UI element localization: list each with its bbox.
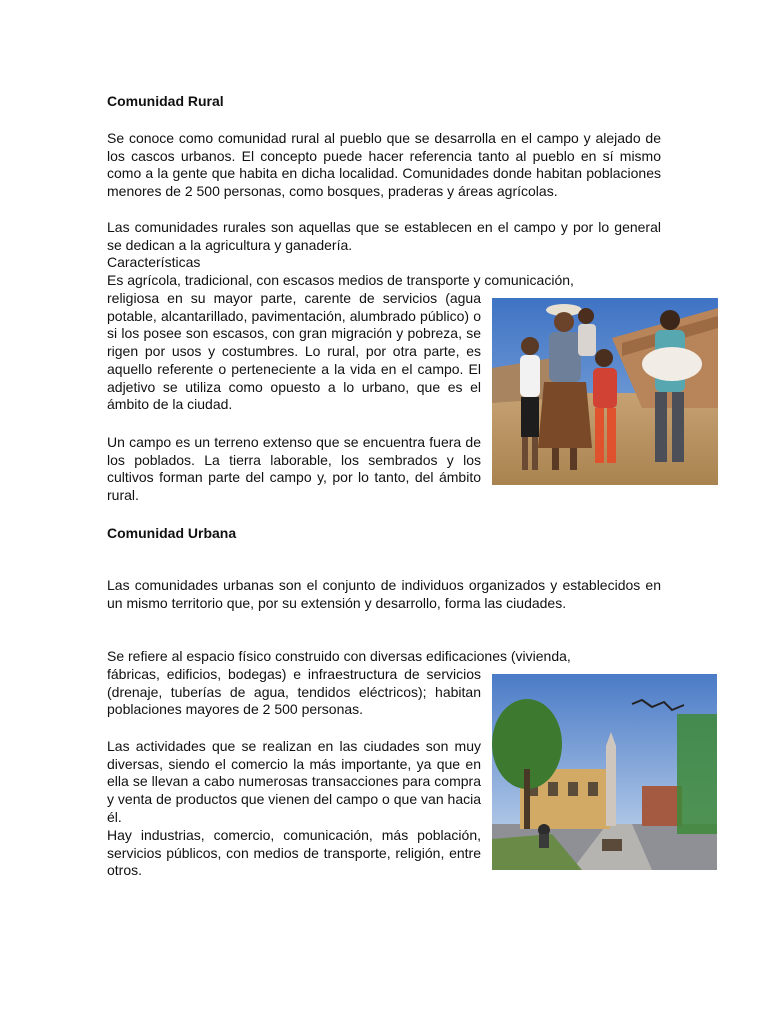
rural-paragraph-4: Un campo es un terreno extenso que se encuentra fuera de los poblados. La tierra laborable, los sembrados y los cultivos forman parte del campo y, por lo tanto, del ámbito rural. xyxy=(107,434,481,504)
section-heading-urban: Comunidad Urbana xyxy=(107,525,237,541)
rural-children-photo xyxy=(492,298,718,485)
section-heading-rural: Comunidad Rural xyxy=(107,93,224,109)
rural-paragraph-2: Las comunidades rurales son aquellas que se establecen en el campo y por lo general se dedican a la agricultura y ganadería. xyxy=(107,219,661,253)
urban-paragraph-1: Las comunidades urbanas son el conjunto de individuos organizados y establecidos en un mismo territorio que, por su extensión y desarrollo, forma las ciudades. xyxy=(107,577,661,611)
rural-paragraph-1: Se conoce como comunidad rural al pueblo que se desarrolla en el campo y alejado de los cascos urbanos. El concepto puede hacer referencia tanto al pueblo en sí mismo como a la gente que habita en dicha localidad. Comunidades donde habitan poblaciones menores de 2 500 personas, como bosques, praderas y áreas agrícolas. xyxy=(107,130,661,200)
urban-paragraph-3: Las actividades que se realizan en las ciudades son muy diversas, siendo el comercio la más importante, ya que en ella se llevan a cabo numerosas transacciones para compra y venta de productos que vienen del campo o que van hacia él. xyxy=(107,738,481,825)
urban-street-photo xyxy=(492,674,717,870)
rural-paragraph-3-first-line: Es agrícola, tradicional, con escasos medios de transporte y comunicación, xyxy=(107,272,574,288)
rural-paragraph-3: religiosa en su mayor parte, carente de servicios (agua potable, alcantarillado, pavimentación, alumbrado público) o si los posee son escasos, con gran migración y pobreza, se rigen por usos y costumbres. Lo rural, por otra parte, es aquello referente o perteneciente a la vida en el campo. El adjetivo se utiliza como opuesto a lo urbano, que es el ámbito de la ciudad. xyxy=(107,290,481,413)
urban-paragraph-2-first-line: Se refiere al espacio físico construido con diversas edificaciones (vivienda, xyxy=(107,648,571,664)
urban-paragraph-4: Hay industrias, comercio, comunicación, más población, servicios públicos, con medios de transporte, religión, entre otros. xyxy=(107,827,481,879)
rural-paragraph-caracteristicas: Características xyxy=(107,254,201,270)
urban-paragraph-2: fábricas, edificios, bodegas) e infraestructura de servicios (drenaje, tuberías de agua, tendidos eléctricos); habitan poblaciones mayores de 2 500 personas. xyxy=(107,666,481,718)
